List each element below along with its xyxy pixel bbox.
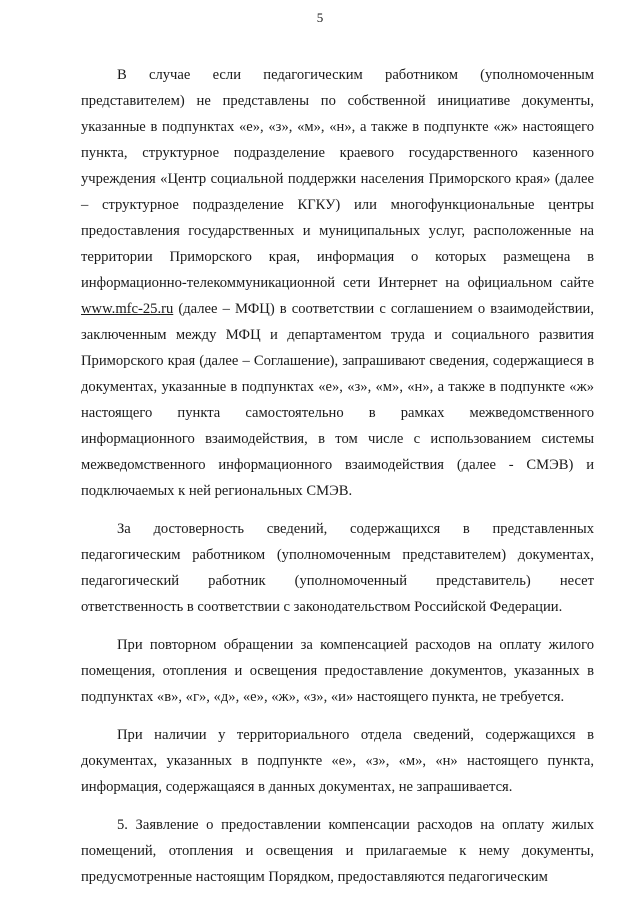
paragraph-responsibility: За достоверность сведений, содержащихся в представленных педагогическим работником (уполномоченным представителем) документах, педагогический работник (уполномоченный представитель) несет ответственность в соответствии с законодательством Российской Федерации. <box>81 521 594 615</box>
paragraph-text: В случае если педагогическим работником (уполномоченным представителем) не представлены по собственной инициативе документы, указанные в подпунктах «е», «з», «м», «н», а также в подпункте «ж» настоящего пункта, структурное подразделение краевого государственного казенного учреждения «Центр социальной поддержки населения Приморского края» (далее – структурное подразделение КГКУ) или многофункциональные центры предоставления государственных и муниципальных услуг, расположенные на территории Приморского края, информация о которых размещена в информационно-телекоммуникационной сети Интернет на официальном сайте <box>81 67 594 291</box>
mfc-website-link[interactable]: www.mfc-25.ru <box>81 301 174 317</box>
paragraph-repeat-request: При повторном обращении за компенсацией расходов на оплату жилого помещения, отопления и освещения предоставление документов, указанных в подпунктах «в», «г», «д», «е», «ж», «з», «и» настоящего пункта, не требуется. <box>81 637 594 705</box>
paragraph-item-5: 5. Заявление о предоставлении компенсации расходов на оплату жилых помещений, отопления и освещения и прилагаемые к нему документы, предусмотренные настоящим Порядком, предоставляются педагогическим <box>81 817 594 885</box>
paragraph-existing-info: При наличии у территориального отдела сведений, содержащихся в документах, указанных в подпункте «е», «з», «м», «н» настоящего пункта, информация, содержащаяся в данных документах, не запрашивается. <box>81 727 594 795</box>
document-body <box>81 62 594 890</box>
paragraph-text: (далее – МФЦ) в соответствии с соглашением о взаимодействии, заключенным между МФЦ и департаментом труда и социального развития Приморского края (далее – Соглашение), запрашивают сведения, содержащиеся в документах, указанные в подпунктах «е», «з», «м», «н», а также в подпункте «ж» настоящего пункта самостоятельно в рамках межведомственного информационного взаимодействия, в том числе с использованием системы межведомственного информационного взаимодействия (далее - СМЭВ) и подключаемых к ней региональных СМЭВ. <box>81 301 594 499</box>
paragraph-smev-request <box>81 62 594 504</box>
page-number: 5 <box>316 10 324 25</box>
